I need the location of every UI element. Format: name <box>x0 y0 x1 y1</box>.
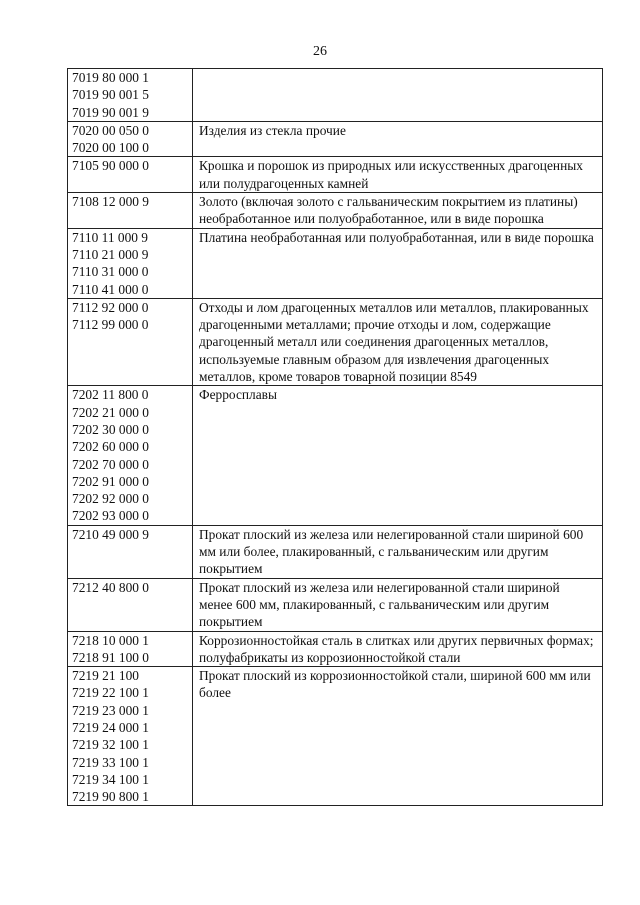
page-number: 26 <box>313 44 327 59</box>
code-value: 7019 80 000 1 <box>72 70 149 85</box>
table-row <box>68 157 603 193</box>
code-value: 7202 30 000 0 <box>72 421 149 437</box>
description-cell: Прокат плоский из железа или нелегированной стали шириной менее 600 мм, плакированный, с гальваническим или другим покрытием <box>193 578 603 631</box>
table-row <box>68 228 603 298</box>
table-row <box>68 631 603 667</box>
code-value: 7020 00 050 0 <box>72 122 149 138</box>
tariff-code-table-body <box>68 69 603 806</box>
code-value: 7219 34 100 1 <box>72 771 149 787</box>
code-value: 7218 91 100 0 <box>72 649 149 665</box>
table-row <box>68 525 603 578</box>
table-row <box>68 386 603 525</box>
code-value: 7020 00 100 0 <box>72 140 149 156</box>
description-cell: Изделия из стекла прочие <box>193 121 603 157</box>
code-cell <box>68 525 193 578</box>
code-value: 7202 21 000 0 <box>72 404 149 420</box>
code-cell <box>68 386 193 525</box>
code-value: 7202 60 000 0 <box>72 439 149 455</box>
code-value: 7219 90 800 1 <box>72 789 149 805</box>
code-value: 7202 93 000 0 <box>72 508 149 524</box>
description-cell: Крошка и порошок из природных или искусственных драгоценных или полудрагоценных камней <box>193 157 603 193</box>
description-cell: Отходы и лом драгоценных металлов или металлов, плакированных драгоценными металлами; прочие отходы и лом, содержащие драгоценный металл или соединения драгоценных металлов, используемые главным образом для извлечения драгоценных металлов, кроме товаров товарной позиции 8549 <box>193 298 603 385</box>
code-value: 7212 40 800 0 <box>72 579 149 595</box>
code-cell <box>68 228 193 298</box>
code-value: 7202 91 000 0 <box>72 473 149 489</box>
code-cell <box>68 69 193 122</box>
table-row <box>68 298 603 385</box>
description-cell: Платина необработанная или полуобработанная, или в виде порошка <box>193 228 603 298</box>
code-value: 7110 41 000 0 <box>72 281 149 297</box>
code-cell <box>68 121 193 157</box>
code-value: 7202 92 000 0 <box>72 491 149 507</box>
table-row <box>68 121 603 157</box>
tariff-code-table <box>67 68 603 806</box>
description-cell <box>193 69 603 122</box>
description-cell: Прокат плоский из железа или нелегированной стали шириной 600 мм или более, плакированный, с гальваническим или другим покрытием <box>193 525 603 578</box>
code-cell <box>68 193 193 229</box>
description-cell: Коррозионностойкая сталь в слитках или других первичных формах; полуфабрикаты из коррозионностойкой стали <box>193 631 603 667</box>
code-cell <box>68 157 193 193</box>
code-value: 7110 21 000 9 <box>72 246 149 262</box>
code-value: 7219 21 100 <box>72 668 139 684</box>
code-value: 7108 12 000 9 <box>72 194 149 210</box>
code-value: 7019 90 001 5 <box>72 87 149 103</box>
code-value: 7019 90 001 9 <box>72 104 149 120</box>
code-value: 7112 99 000 0 <box>72 317 149 333</box>
code-value: 7210 49 000 9 <box>72 526 149 542</box>
code-value: 7110 31 000 0 <box>72 264 149 280</box>
table-row <box>68 578 603 631</box>
code-value: 7219 24 000 1 <box>72 719 149 735</box>
table-row <box>68 193 603 229</box>
code-value: 7219 22 100 1 <box>72 685 149 701</box>
code-value: 7219 23 000 1 <box>72 702 149 718</box>
code-value: 7110 11 000 9 <box>72 229 149 245</box>
code-value: 7202 70 000 0 <box>72 456 149 472</box>
code-value: 7219 32 100 1 <box>72 737 149 753</box>
code-cell <box>68 667 193 806</box>
code-cell <box>68 298 193 385</box>
code-value: 7202 11 800 0 <box>72 387 149 403</box>
table-row <box>68 667 603 806</box>
code-value: 7219 33 100 1 <box>72 754 149 770</box>
code-value: 7218 10 000 1 <box>72 632 149 648</box>
code-value: 7112 92 000 0 <box>72 299 149 315</box>
description-cell: Золото (включая золото с гальваническим покрытием из платины) необработанное или полуобработанное, или в виде порошка <box>193 193 603 229</box>
description-cell: Ферросплавы <box>193 386 603 525</box>
code-value: 7105 90 000 0 <box>72 158 149 174</box>
code-cell <box>68 578 193 631</box>
description-cell: Прокат плоский из коррозионностойкой стали, шириной 600 мм или более <box>193 667 603 806</box>
table-row <box>68 69 603 122</box>
code-cell <box>68 631 193 667</box>
